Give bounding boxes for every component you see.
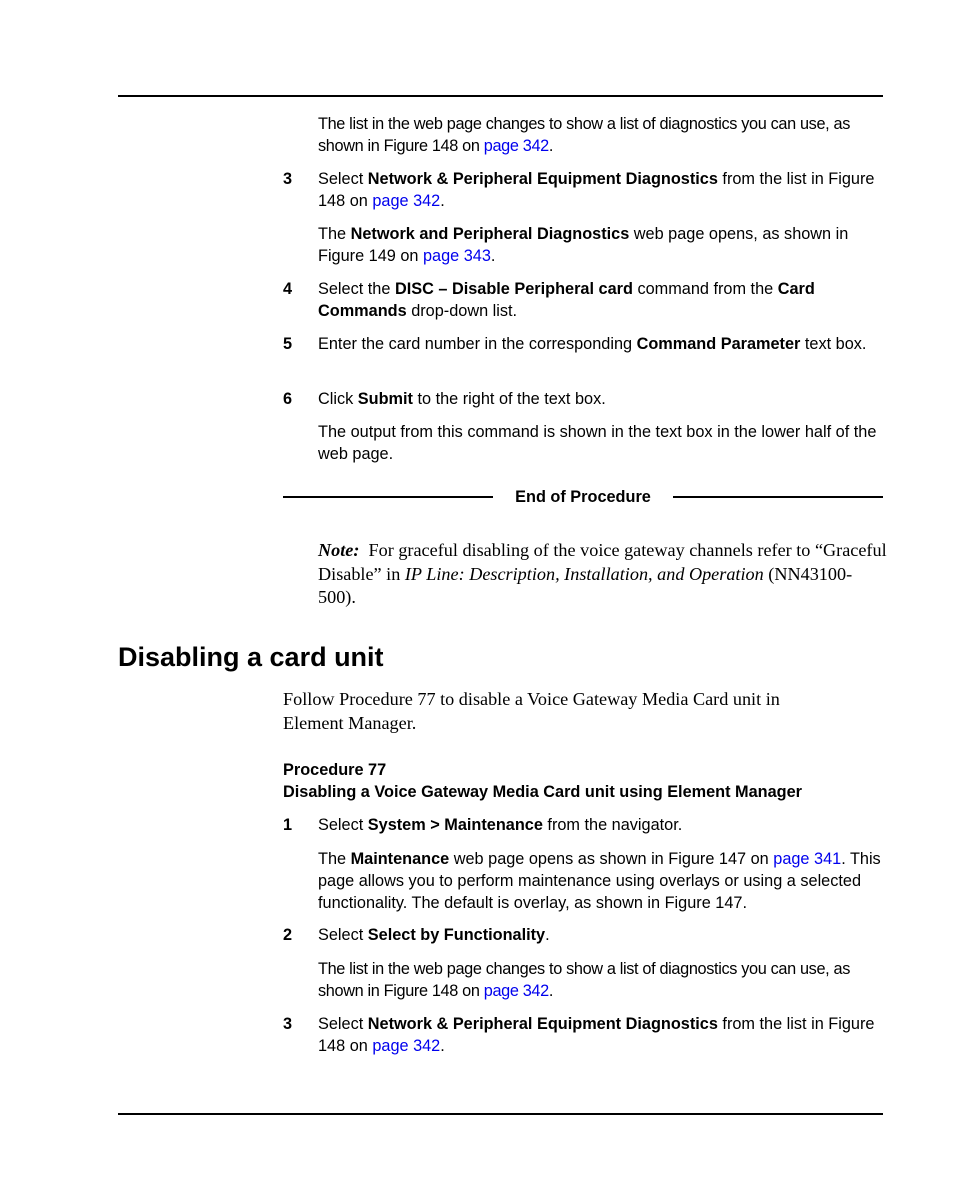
page-link[interactable]: page 342 bbox=[483, 137, 549, 155]
step-6-text: Click Submit to the right of the text box. bbox=[318, 390, 606, 408]
section-intro: Follow Procedure 77 to disable a Voice Gateway Media Card unit in Element Manager. bbox=[283, 689, 780, 733]
step-4-text: Select the DISC – Disable Peripheral card command from the Card Commands drop-down list. bbox=[318, 280, 815, 320]
page-link[interactable]: page 341 bbox=[773, 850, 842, 868]
page-link[interactable]: page 342 bbox=[372, 1037, 441, 1055]
footer-rule bbox=[118, 1113, 883, 1115]
step-3b-text: Select Network & Peripheral Equipment Diagnostics from the list in Figure 148 on page 342. bbox=[318, 1015, 875, 1055]
page-link[interactable]: page 343 bbox=[423, 247, 491, 265]
step-1-text: Select System > Maintenance from the navigator. bbox=[318, 816, 683, 834]
step-number: 6 bbox=[283, 390, 293, 408]
step-2-result: The list in the web page changes to show a list of diagnostics you can use, as shown in Figure 148 on page 342. bbox=[318, 960, 851, 1000]
section-heading: Disabling a card unit bbox=[118, 642, 384, 672]
step-number: 2 bbox=[283, 926, 293, 944]
end-of-procedure: End of Procedure bbox=[515, 488, 651, 506]
procedure-label: Procedure 77 bbox=[283, 761, 387, 779]
step-1-result: The Maintenance web page opens as shown in Figure 147 on page 341. This page allows you to perform maintenance using overlays or using a selected functionality. The default is overlay, as shown in Figure 147. bbox=[318, 850, 881, 912]
step-2-text: Select Select by Functionality. bbox=[318, 926, 550, 944]
step-3-result: The Network and Peripheral Diagnostics web page opens, as shown in Figure 149 on page 343. bbox=[318, 225, 849, 265]
step-number: 3 bbox=[283, 170, 293, 188]
step-6-result: The output from this command is shown in the text box in the lower half of the web page. bbox=[318, 423, 877, 463]
step-5-text: Enter the card number in the corresponding Command Parameter text box. bbox=[318, 335, 867, 353]
step-number: 1 bbox=[283, 816, 293, 834]
intro-paragraph: The list in the web page changes to show a list of diagnostics you can use, as shown in Figure 148 on page 342. bbox=[318, 115, 851, 155]
header-rule bbox=[118, 95, 883, 97]
step-number: 4 bbox=[283, 280, 293, 298]
step-number: 5 bbox=[283, 335, 293, 353]
step-3-text: Select Network & Peripheral Equipment Diagnostics from the list in Figure 148 on page 342. bbox=[318, 170, 875, 210]
page-link[interactable]: page 342 bbox=[372, 192, 441, 210]
end-rule-right bbox=[673, 496, 883, 498]
end-rule-left bbox=[283, 496, 493, 498]
step-number: 3 bbox=[283, 1015, 293, 1033]
page-link[interactable]: page 342 bbox=[483, 982, 549, 1000]
note-paragraph: Note: For graceful disabling of the voice gateway channels refer to “Graceful Disable” in IP Line: Description, Installation, and Operation (NN43100-500). bbox=[318, 540, 887, 607]
procedure-title: Disabling a Voice Gateway Media Card unit using Element Manager bbox=[283, 783, 803, 801]
